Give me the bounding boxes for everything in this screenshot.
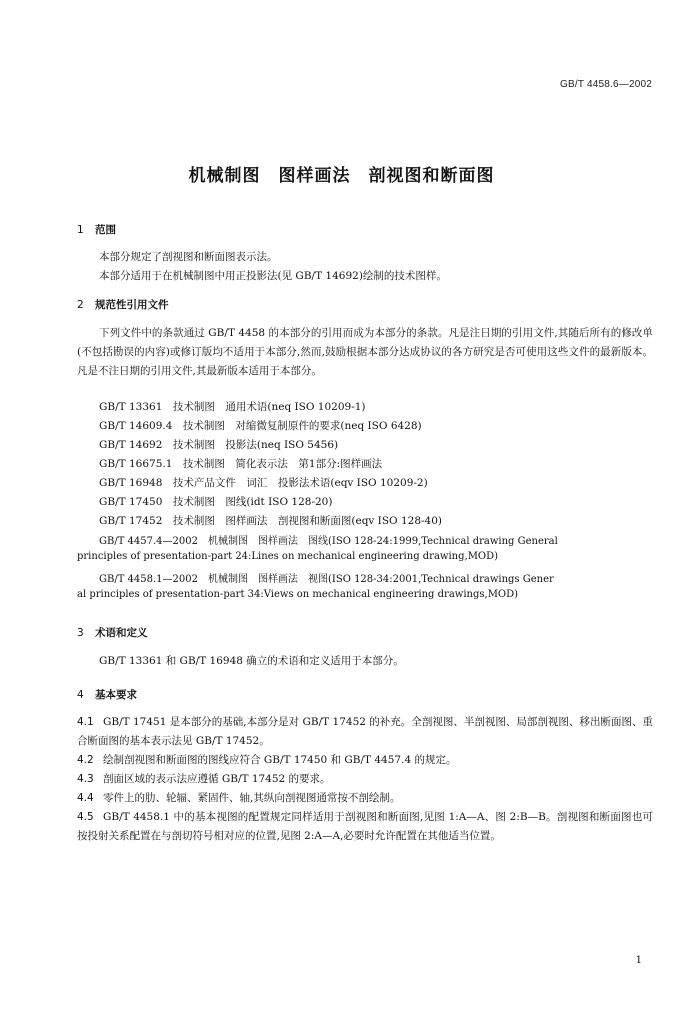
paragraph: 本部分适用于在机械制图中用正投影法(见 GB/T 14692)绘制的技术图样。 [99, 270, 447, 282]
clause-4-1 [77, 713, 653, 751]
paragraph: GB/T 13361 和 GB/T 16948 确立的术语和定义适用于本部分。 [99, 655, 404, 667]
section-title: 基本要求 [95, 689, 137, 701]
section-3-heading [77, 625, 148, 640]
reference-item-continued: al principles of presentation-part 34:Views on mechanical engineering drawings,MOD) [77, 589, 519, 600]
clause-4-3 [77, 770, 653, 789]
section-number: 4 [77, 689, 84, 701]
section-title: 范围 [95, 224, 116, 236]
reference-item: GB/T 13361 技术制图 通用术语(neq ISO 10209-1) [99, 401, 366, 413]
reference-item: GB/T 4458.1—2002 机械制图 图样画法 视图(ISO 128-34:2001,Technical drawings Gener [99, 574, 554, 585]
clause-text: 剖面区域的表示法应遵循 GB/T 17452 的要求。 [103, 773, 331, 785]
section-number: 1 [77, 224, 84, 236]
clause-number: 4.4 [77, 792, 94, 804]
reference-item: GB/T 17450 技术制图 图线(idt ISO 128-20) [99, 496, 333, 508]
clause-4-2 [77, 751, 653, 770]
clause-text: 绘制剖视图和断面图的图线应符合 GB/T 17450 和 GB/T 4457.4 的规定。 [103, 754, 457, 766]
section-title: 规范性引用文件 [95, 299, 169, 311]
section-2-heading [77, 297, 169, 312]
clause-4-5 [77, 808, 653, 846]
section-number: 2 [77, 299, 84, 311]
clause-4-4 [77, 789, 653, 808]
clause-number: 4.5 [77, 811, 94, 823]
reference-item: GB/T 14609.4 技术制图 对缩微复制原件的要求(neq ISO 6428) [99, 420, 422, 432]
standard-number: GB/T 4458.6—2002 [560, 79, 652, 90]
reference-item: GB/T 14692 技术制图 投影法(neq ISO 5456) [99, 439, 339, 451]
page-number: 1 [635, 955, 642, 966]
reference-item: GB/T 17452 技术制图 图样画法 剖视图和断面图(eqv ISO 128-40) [99, 515, 443, 527]
section-title: 术语和定义 [95, 627, 148, 639]
clause-number: 4.1 [77, 716, 94, 728]
section-number: 3 [77, 627, 84, 639]
paragraph: 下列文件中的条款通过 GB/T 4458 的本部分的引用而成为本部分的条款。凡是注日期的引用文件,其随后所有的修改单(不包括勘误的内容)或修订版均不适用于本部分,然而,鼓励根据本部分达成协议的各方研究是否可使用这些文件的最新版本。凡是不注日期的引用文件,其最新版本适用于本部分。 [77, 327, 653, 377]
document-title: 机械制图 图样画法 剖视图和断面图 [188, 166, 495, 186]
clause-text: GB/T 4458.1 中的基本视图的配置规定同样适用于剖视图和断面图,见图 1:A—A、图 2:B—B。剖视图和断面图也可按投射关系配置在与剖切符号相对应的位置,见图 2:A—A,必要时允许配置在其他适当位置。 [77, 811, 653, 842]
reference-item: GB/T 16675.1 技术制图 简化表示法 第1部分:图样画法 [99, 458, 383, 470]
clause-text: GB/T 17451 是本部分的基础,本部分是对 GB/T 17452 的补充。全剖视图、半剖视图、局部剖视图、移出断面图、重合断面图的基本表示法见 GB/T 17452。 [77, 716, 653, 747]
reference-item-continued: principles of presentation-part 24:Lines on mechanical engineering drawing,MOD) [77, 551, 499, 562]
clause-number: 4.3 [77, 773, 94, 785]
reference-item: GB/T 16948 技术产品文件 词汇 投影法术语(eqv ISO 10209-2) [99, 477, 428, 489]
reference-item: GB/T 4457.4—2002 机械制图 图样画法 图线(ISO 128-24:1999,Technical drawing General [99, 536, 558, 547]
clause-number: 4.2 [77, 754, 94, 766]
section-4-heading [77, 687, 137, 702]
clause-text: 零件上的肋、轮辐、紧固件、轴,其纵向剖视图通常按不剖绘制。 [103, 792, 401, 804]
section-1-heading [77, 222, 116, 237]
paragraph: 本部分规定了剖视图和断面图表示法。 [99, 251, 278, 263]
